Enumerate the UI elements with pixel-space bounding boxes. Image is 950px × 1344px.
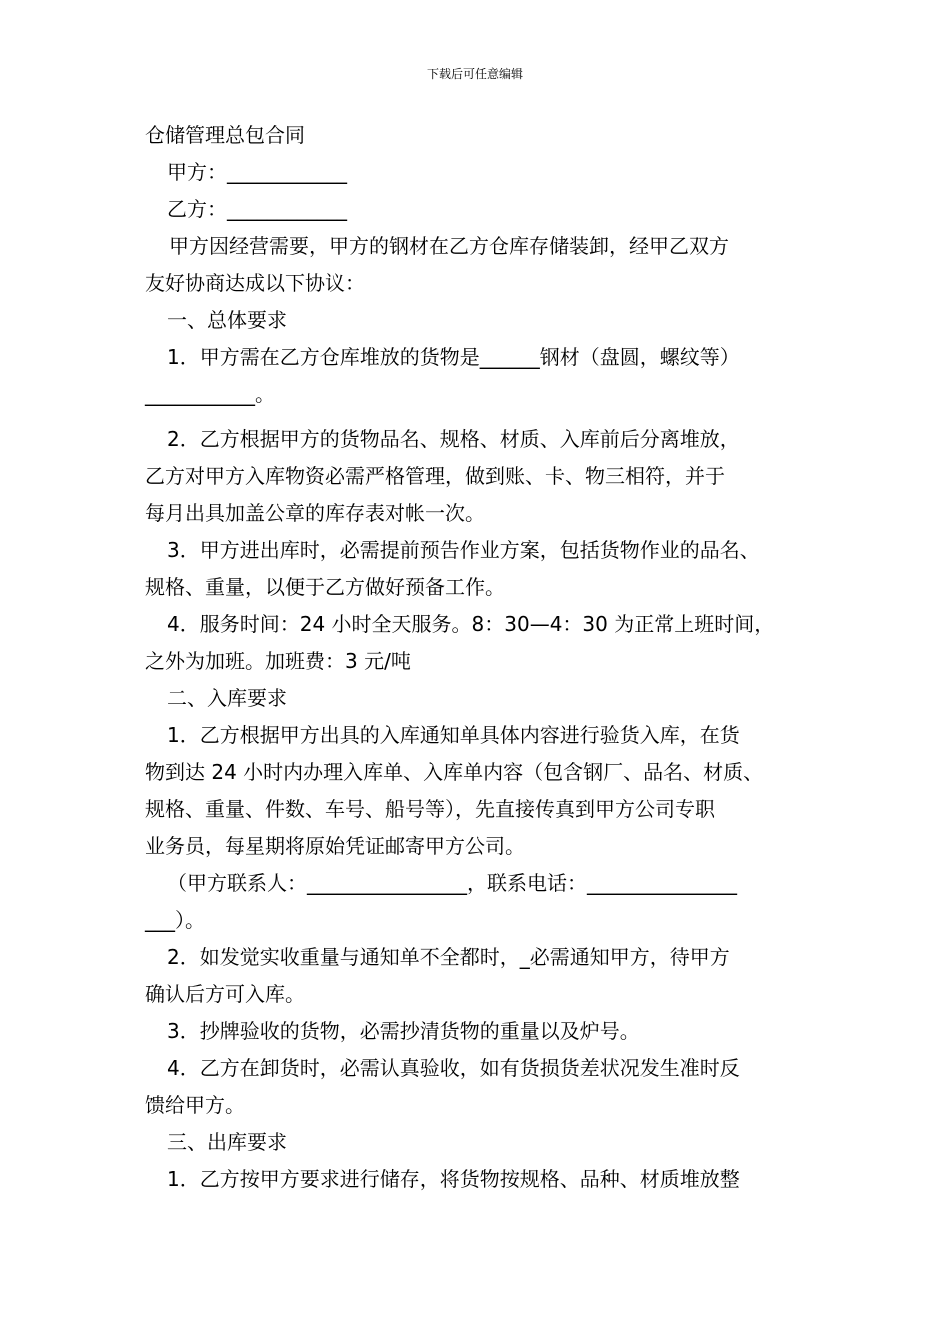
clause-line: 规格、重量，以便于乙方做好预备工作。 <box>145 575 505 599</box>
clause-line: 2．乙方根据甲方的货物品名、规格、材质、入库前后分离堆放， <box>167 427 740 451</box>
party-b-line: 乙方：____________ <box>167 197 347 221</box>
contact-line: ___）。 <box>145 908 205 932</box>
contract-body <box>145 117 810 1198</box>
clause-line: 之外为加班。加班费：3 元/吨 <box>145 649 411 673</box>
contract-title: 仓储管理总包合同 <box>145 123 305 147</box>
clause-line: 3．抄牌验收的货物，必需抄清货物的重量以及炉号。 <box>167 1019 640 1043</box>
clause-line: 1．乙方按甲方要求进行储存，将货物按规格、品种、材质堆放整 <box>167 1167 740 1191</box>
section-heading: 三、出库要求 <box>167 1130 287 1154</box>
clause-line: 3．甲方进出库时，必需提前预告作业方案，包括货物作业的品名、 <box>167 538 760 562</box>
section-heading: 一、总体要求 <box>167 308 287 332</box>
intro-line: 甲方因经营需要，甲方的钢材在乙方仓库存储装卸，经甲乙双方 <box>169 234 729 258</box>
page-header: 下载后可任意编辑 <box>426 67 523 81</box>
clause-line: 物到达 24 小时内办理入库单、入库单内容（包含钢厂、品名、材质、 <box>145 760 764 784</box>
clause-line: 2．如发觉实收重量与通知单不全都时，_必需通知甲方，待甲方 <box>167 945 730 969</box>
clause-line: 馈给甲方。 <box>145 1093 245 1117</box>
contact-line: （甲方联系人：________________，联系电话：_______________ <box>167 871 737 895</box>
clause-line: 乙方对甲方入库物资必需严格管理，做到账、卡、物三相符，并于 <box>145 464 725 488</box>
clause-line: ___________。 <box>145 382 275 406</box>
clause-line: 规格、重量、件数、车号、船号等），先直接传真到甲方公司专职 <box>145 797 715 821</box>
intro-line: 友好协商达成以下协议： <box>145 271 365 295</box>
clause-line: 1．乙方根据甲方出具的入库通知单具体内容进行验货入库，在货 <box>167 723 740 747</box>
clause-line: 业务员，每星期将原始凭证邮寄甲方公司。 <box>145 834 525 858</box>
clause-line: 4．服务时间：24 小时全天服务。8：30—4：30 为正常上班时间， <box>167 612 775 636</box>
clause-line: 每月出具加盖公章的库存表对帐一次。 <box>145 501 485 525</box>
clause-line: 1．甲方需在乙方仓库堆放的货物是______钢材（盘圆，螺纹等） <box>167 345 740 369</box>
clause-line: 确认后方可入库。 <box>145 982 305 1006</box>
clause-line: 4．乙方在卸货时，必需认真验收，如有货损货差状况发生准时反 <box>167 1056 740 1080</box>
party-a-line: 甲方：____________ <box>167 160 347 184</box>
section-heading: 二、入库要求 <box>167 686 287 710</box>
